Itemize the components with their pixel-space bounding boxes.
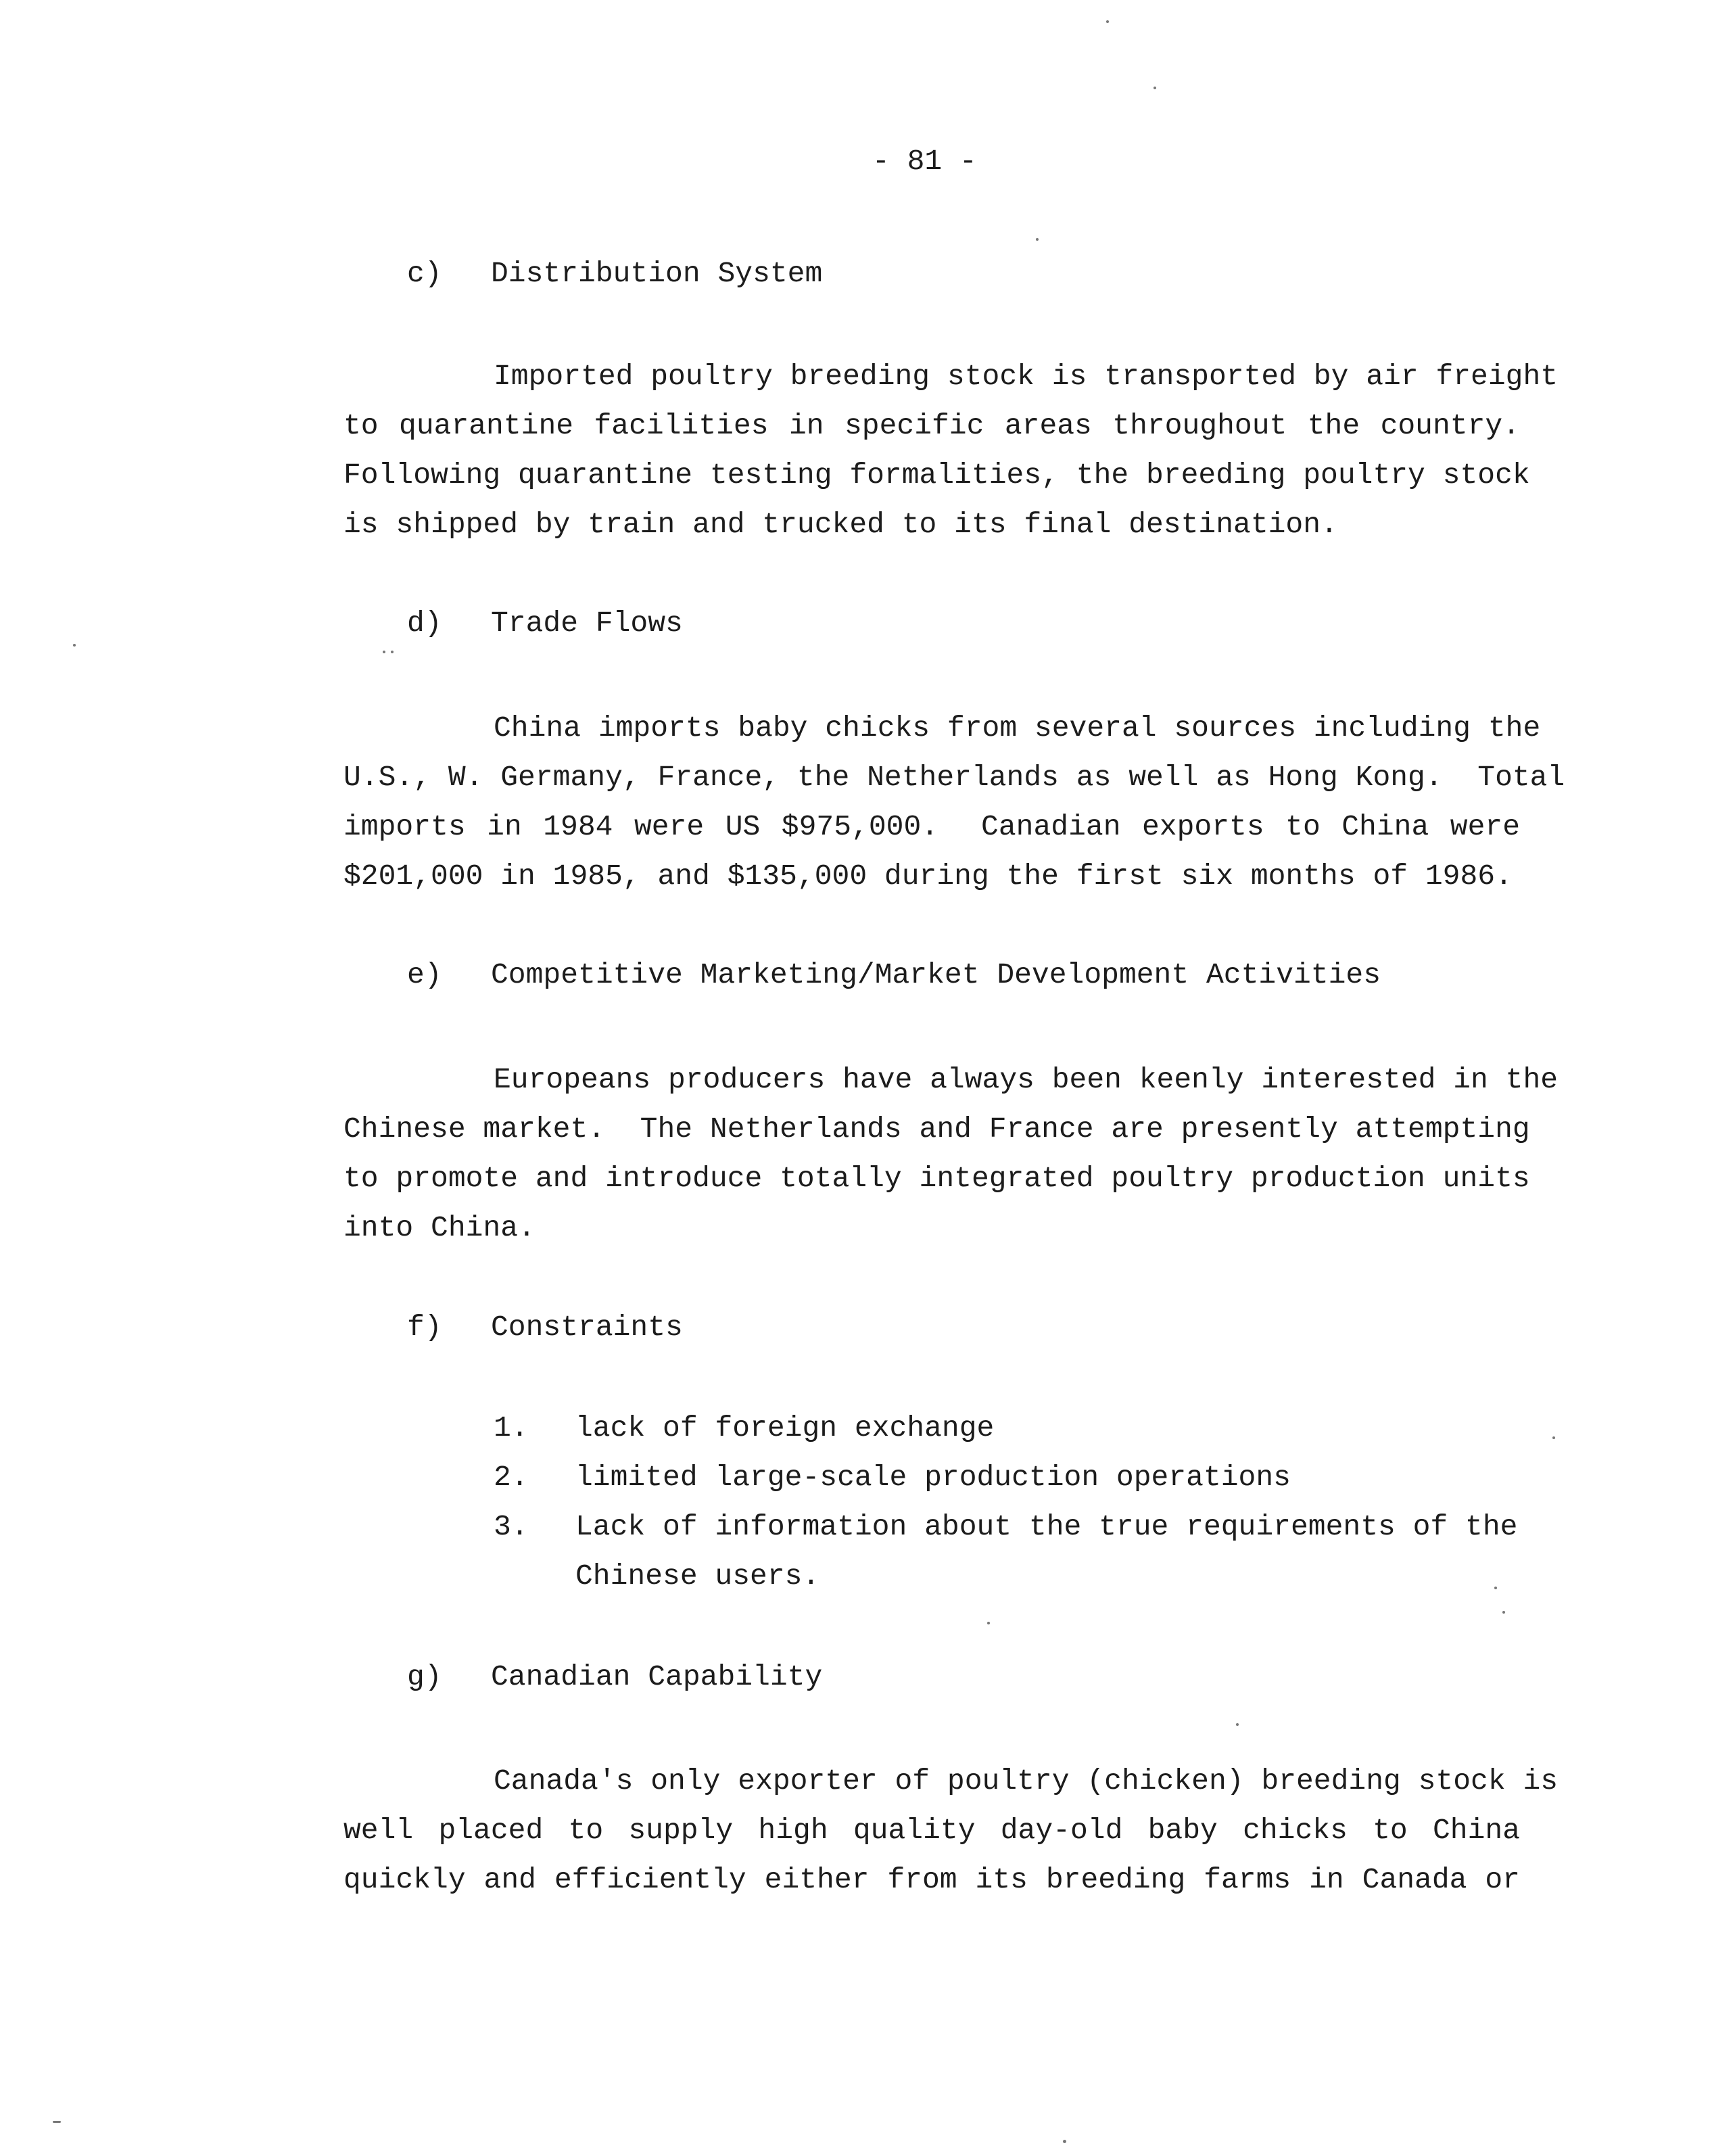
paragraph-canadian-capability — [343, 1756, 1559, 1904]
scan-speck — [1502, 1611, 1505, 1614]
page-number: - 81 - — [872, 145, 977, 178]
section-letter: e) — [407, 958, 442, 991]
list-item-number: 2. — [494, 1461, 529, 1494]
list-item-number: 3. — [494, 1510, 529, 1543]
paragraph-line: $201,000 in 1985, and $135,000 during the first six months of 1986. — [343, 860, 1513, 893]
paragraph-line: quickly and efficiently either from its breeding farms in Canada or — [343, 1863, 1520, 1896]
paragraph-line: to promote and introduce totally integrated poultry production units — [343, 1162, 1530, 1195]
section-letter: f) — [407, 1311, 442, 1344]
paragraph-competitive-marketing — [343, 1055, 1559, 1252]
section-title: Competitive Marketing/Market Development Activities — [491, 958, 1381, 991]
paragraph-line: to quarantine facilities in specific areas throughout the country. — [343, 409, 1520, 442]
scan-speck — [1154, 87, 1156, 89]
list-item-number: 1. — [494, 1411, 529, 1445]
list-item-text: Chinese users. — [575, 1560, 820, 1593]
paragraph-line: imports in 1984 were US $975,000. Canadian exports to China were — [343, 810, 1520, 843]
scan-speck — [1036, 238, 1039, 241]
paragraph-distribution-system — [343, 352, 1559, 549]
scan-speck — [391, 651, 394, 653]
paragraph-line: China imports baby chicks from several sources including the — [494, 711, 1541, 745]
scan-speck — [1552, 1436, 1555, 1439]
section-title: Trade Flows — [491, 607, 683, 640]
scan-speck — [1236, 1723, 1239, 1726]
paragraph-line: Europeans producers have always been keenly interested in the — [494, 1063, 1559, 1096]
section-letter: d) — [407, 607, 442, 640]
section-letter: g) — [407, 1660, 442, 1693]
list-item-text: Lack of information about the true requirements of the — [575, 1510, 1518, 1543]
section-title: Constraints — [491, 1311, 683, 1344]
constraints-list — [494, 1403, 1518, 1601]
list-item — [494, 1453, 1454, 1502]
list-item — [494, 1403, 1454, 1453]
paragraph-trade-flows — [343, 703, 1565, 901]
paragraph-line: U.S., W. Germany, France, the Netherlands as well as Hong Kong. Total — [343, 761, 1565, 794]
section-letter: c) — [407, 257, 442, 290]
scan-speck — [1063, 2140, 1066, 2143]
section-heading-constraints — [407, 1311, 683, 1443]
list-item-text: lack of foreign exchange — [575, 1411, 995, 1445]
scan-speck — [1106, 20, 1109, 23]
paragraph-line: into China. — [343, 1211, 536, 1244]
section-title: Distribution System — [491, 257, 823, 290]
paragraph-line: Imported poultry breeding stock is transported by air freight — [494, 360, 1559, 393]
scan-speck — [987, 1622, 990, 1624]
paragraph-line: Canada's only exporter of poultry (chicken) breeding stock is — [494, 1764, 1559, 1798]
scan-speck — [53, 2121, 61, 2123]
list-item-text: limited large-scale production operations — [575, 1461, 1291, 1494]
paragraph-line: well placed to supply high quality day-old baby chicks to China — [343, 1814, 1520, 1847]
scan-speck — [383, 651, 385, 653]
paragraph-line: Chinese market. The Netherlands and France are presently attempting — [343, 1112, 1530, 1146]
paragraph-line: Following quarantine testing formalities, the breeding poultry stock — [343, 459, 1530, 492]
list-item — [494, 1502, 1518, 1601]
section-title: Canadian Capability — [491, 1660, 823, 1693]
scan-speck — [73, 644, 76, 647]
scan-speck — [1494, 1587, 1497, 1589]
paragraph-line: is shipped by train and trucked to its final destination. — [343, 508, 1338, 541]
